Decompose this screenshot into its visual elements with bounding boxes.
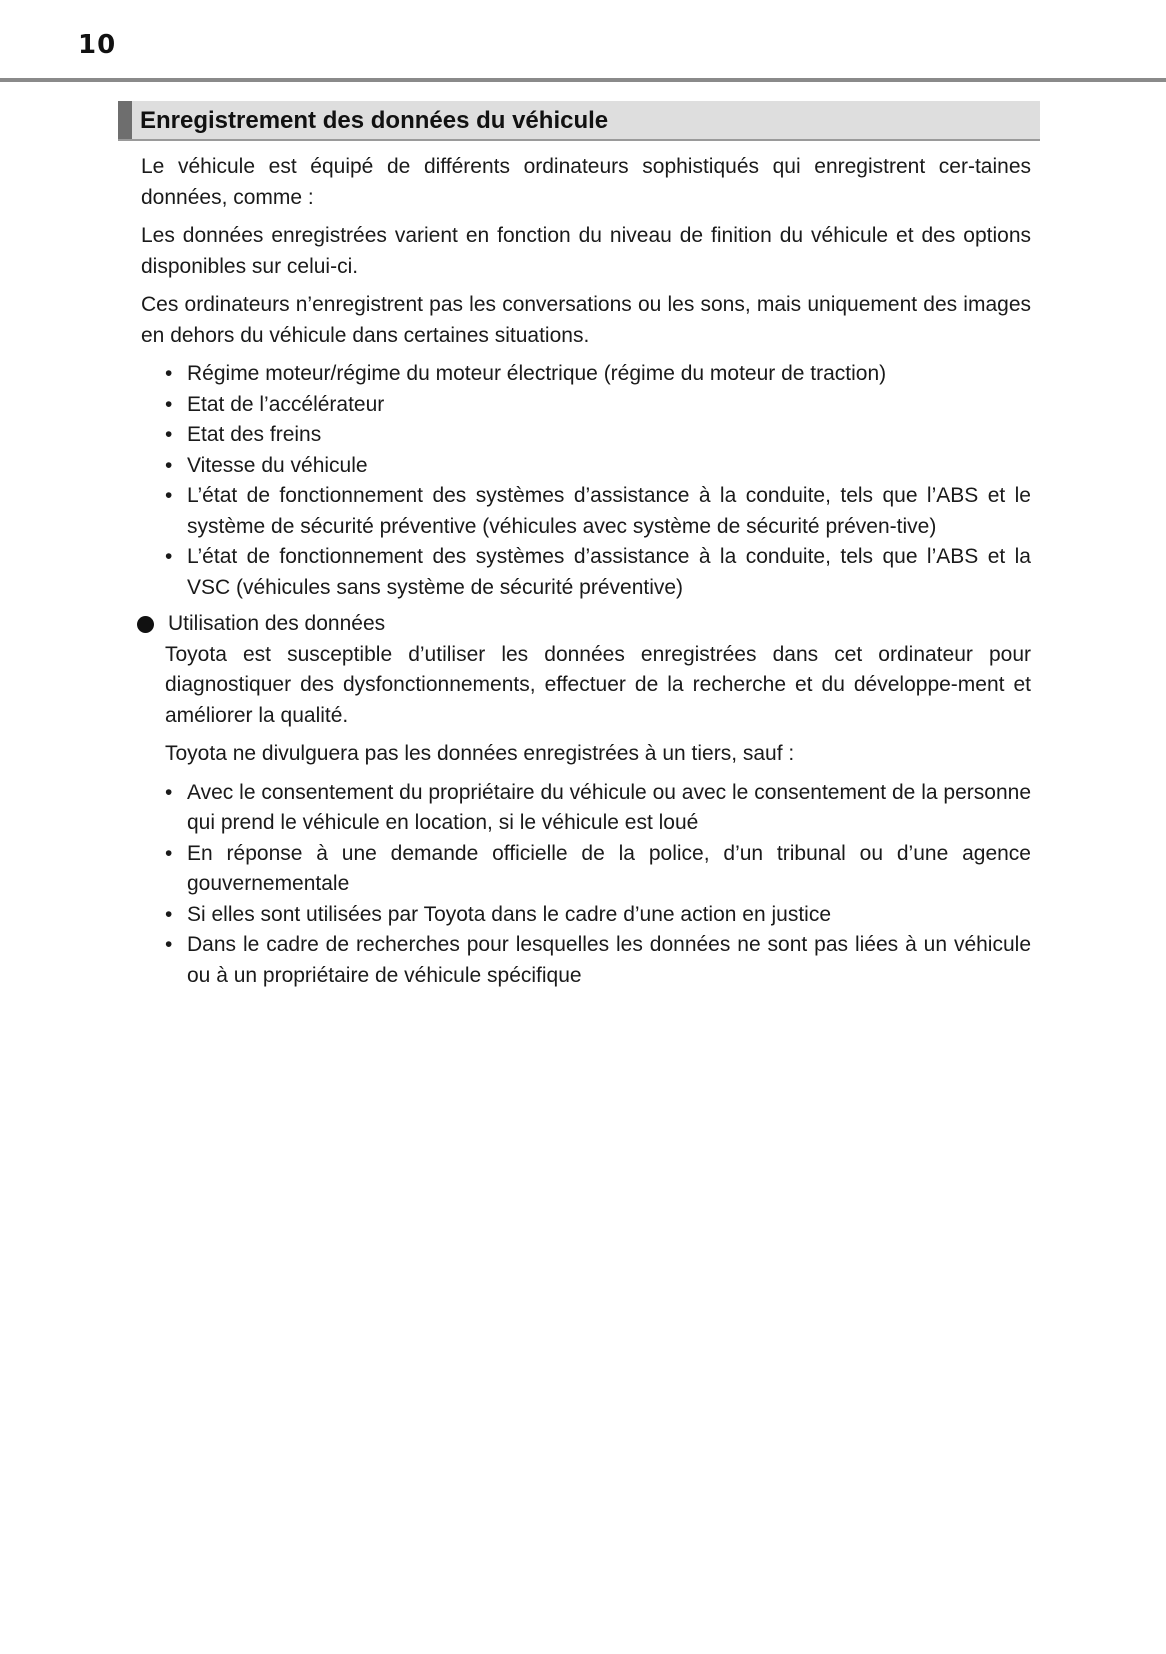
list-item-text: Dans le cadre de recherches pour lesquelles les données ne sont pas liées à un véhicule ou à un propriétaire de véhicule spécifique — [187, 933, 1031, 987]
bullet-icon: • — [165, 545, 173, 568]
header-divider — [0, 78, 1166, 82]
list-item-text: Etat des freins — [187, 423, 322, 446]
intro-paragraph-1: Le véhicule est équipé de différents ordinateurs sophistiqués qui enregistrent cer-taines données, comme : — [141, 155, 1031, 209]
usage-heading-text: Utilisation des données — [168, 612, 386, 635]
section-title: Enregistrement des données du véhicule — [140, 107, 609, 134]
filled-circle-icon — [137, 616, 154, 633]
list-item-text: Avec le consentement du propriétaire du véhicule ou avec le consentement de la personne qui prend le véhicule en location, si le véhicule est loué — [187, 780, 1031, 834]
list-item-text: En réponse à une demande officielle de la police, d’un tribunal ou d’une agence gouvernementale — [187, 841, 1031, 895]
bullet-icon: • — [165, 933, 173, 956]
bullet-icon: • — [165, 423, 173, 446]
list-item — [165, 390, 1031, 421]
bullet-icon: • — [165, 453, 173, 477]
list-item — [165, 839, 1031, 900]
usage-block — [141, 640, 1031, 770]
recorded-items-list — [141, 359, 1031, 603]
page-number: 10 — [78, 30, 117, 60]
usage-paragraph-1: Toyota est susceptible d’utiliser les données enregistrées dans cet ordinateur pour diagnostiquer des dysfonctionnements, effectuer de la recherche et du développe-ment et améliorer la qualité. — [165, 642, 1031, 727]
page-content — [141, 152, 1031, 997]
intro-paragraph-3: Ces ordinateurs n’enregistrent pas les conversations ou les sons, mais uniquement des images en dehors du véhicule dans certaines situations. — [141, 293, 1031, 347]
bullet-icon: • — [165, 841, 173, 865]
bullet-icon: • — [165, 902, 173, 926]
usage-paragraph-2: Toyota ne divulguera pas les données enregistrées à un tiers, sauf : — [165, 742, 795, 765]
bullet-icon: • — [165, 362, 173, 385]
list-item — [165, 420, 1031, 451]
bullet-icon: • — [165, 392, 173, 416]
list-item-text: L’état de fonctionnement des systèmes d’assistance à la conduite, tels que l’ABS et la VSC (véhicules sans système de sécurité préventive) — [187, 545, 1031, 599]
list-item-text: L’état de fonctionnement des systèmes d’assistance à la conduite, tels que l’ABS et le système de sécurité préventive (véhicules avec système de sécurité préven-tive) — [187, 484, 1031, 538]
bullet-icon: • — [165, 484, 173, 507]
section-header — [118, 101, 1040, 141]
exceptions-list — [141, 778, 1031, 992]
list-item — [165, 451, 1031, 482]
list-item-text: Etat de l’accélérateur — [187, 392, 385, 416]
list-item — [165, 930, 1031, 991]
usage-heading — [137, 609, 1031, 640]
bullet-icon: • — [165, 780, 173, 804]
list-item-text: Si elles sont utilisées par Toyota dans le cadre d’une action en justice — [187, 902, 831, 926]
list-item — [165, 481, 1031, 542]
list-item-text: Régime moteur/régime du moteur électrique (régime du moteur de traction) — [187, 362, 887, 385]
list-item — [165, 900, 1031, 931]
section-header-bar — [118, 101, 132, 139]
list-item — [165, 359, 1031, 390]
list-item — [165, 542, 1031, 603]
list-item-text: Vitesse du véhicule — [187, 453, 368, 477]
intro-paragraph-2: Les données enregistrées varient en fonction du niveau de finition du véhicule et des options disponibles sur celui-ci. — [141, 224, 1031, 278]
list-item — [165, 778, 1031, 839]
